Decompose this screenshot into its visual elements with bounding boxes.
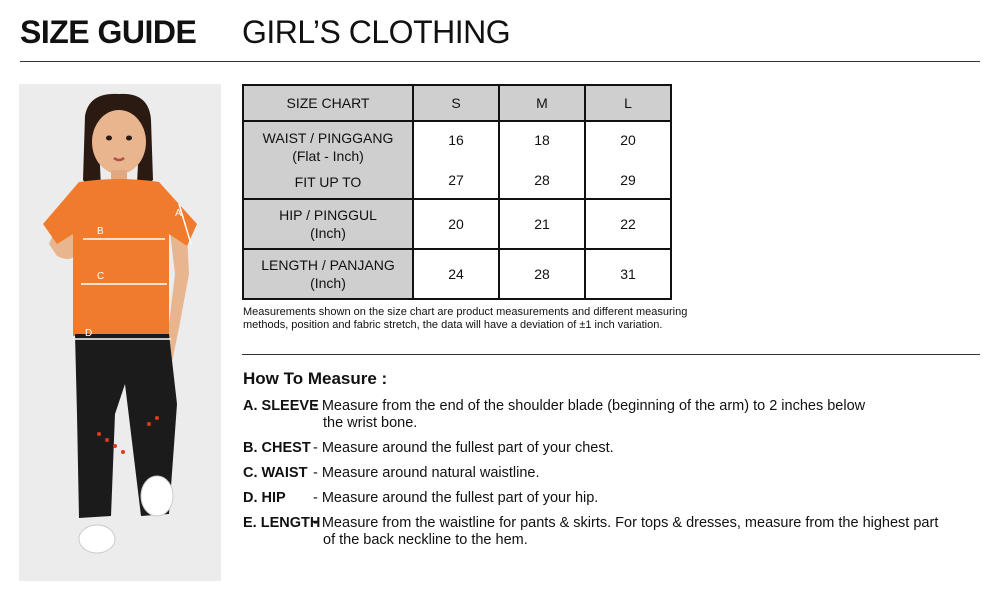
item-text-line: - Measure from the end of the shoulder blade (beginning of the arm) to 2 inches below <box>313 398 866 414</box>
cell-value: 18 <box>534 132 550 148</box>
row-label-hip <box>243 199 413 249</box>
table-cell <box>499 121 585 199</box>
table-cell <box>585 121 671 199</box>
note-line: methods, position and fabric stretch, the data will have a deviation of ±1 inch variation. <box>243 319 663 331</box>
table-cell: 31 <box>585 249 671 299</box>
model-photo <box>19 84 221 581</box>
cell-value: 27 <box>448 172 464 188</box>
table-cell: 22 <box>585 199 671 249</box>
table-header-cell: SIZE CHART <box>243 85 413 121</box>
marker-a-label: A <box>175 208 182 219</box>
item-key: C. WAIST <box>243 465 308 481</box>
item-text <box>313 515 963 549</box>
marker-c-label: C <box>97 271 105 282</box>
label-line: (Inch) <box>310 225 346 241</box>
table-cell: 28 <box>499 249 585 299</box>
item-text <box>313 398 963 432</box>
label-line: FIT UP TO <box>294 174 362 190</box>
page-title: SIZE GUIDE <box>20 14 197 50</box>
item-text: - Measure around natural waistline. <box>313 465 540 481</box>
table-cell <box>413 121 499 199</box>
table-cell: 20 <box>413 199 499 249</box>
table-cell: 21 <box>499 199 585 249</box>
table-header-cell: M <box>499 85 585 121</box>
item-text: - Measure around the fullest part of your chest. <box>313 440 614 456</box>
cell-value: 16 <box>448 132 464 148</box>
note-line: Measurements shown on the size chart are product measurements and different measuring <box>243 306 688 318</box>
size-chart-table <box>242 84 672 300</box>
row-label-length <box>243 249 413 299</box>
marker-d-label: D <box>85 328 93 339</box>
page-subtitle: GIRL’S CLOTHING <box>242 14 511 50</box>
table-cell: 24 <box>413 249 499 299</box>
cell-value: 28 <box>534 172 550 188</box>
item-text: - Measure around the fullest part of your hip. <box>313 490 599 506</box>
measurement-note <box>243 306 687 332</box>
label-line: (Flat - Inch) <box>292 148 364 164</box>
item-key: A. SLEEVE <box>243 398 319 414</box>
cell-value: 20 <box>620 132 636 148</box>
label-line: (Inch) <box>310 275 346 291</box>
label-line: HIP / PINGGUL <box>279 207 377 223</box>
item-text-line: of the back neckline to the hem. <box>323 532 528 548</box>
table-header-row <box>243 85 671 121</box>
row-label-waist <box>243 121 413 199</box>
item-text-line: - Measure from the waistline for pants & skirts. For tops & dresses, measure from the highest part <box>313 515 939 531</box>
label-line: LENGTH / PANJANG <box>261 257 395 273</box>
marker-b-label: B <box>97 226 104 237</box>
label-line: WAIST / PINGGANG <box>262 130 394 146</box>
table-header-cell: S <box>413 85 499 121</box>
table-row <box>243 249 671 299</box>
item-text-line: the wrist bone. <box>323 415 418 431</box>
item-key: B. CHEST <box>243 440 311 456</box>
header-divider <box>20 61 980 62</box>
section-divider <box>242 354 980 355</box>
table-header-cell: L <box>585 85 671 121</box>
how-to-heading: How To Measure : <box>243 369 388 388</box>
item-key: E. LENGTH <box>243 515 321 531</box>
table-row <box>243 199 671 249</box>
cell-value: 29 <box>620 172 636 188</box>
table-row <box>243 121 671 199</box>
item-key: D. HIP <box>243 490 286 506</box>
